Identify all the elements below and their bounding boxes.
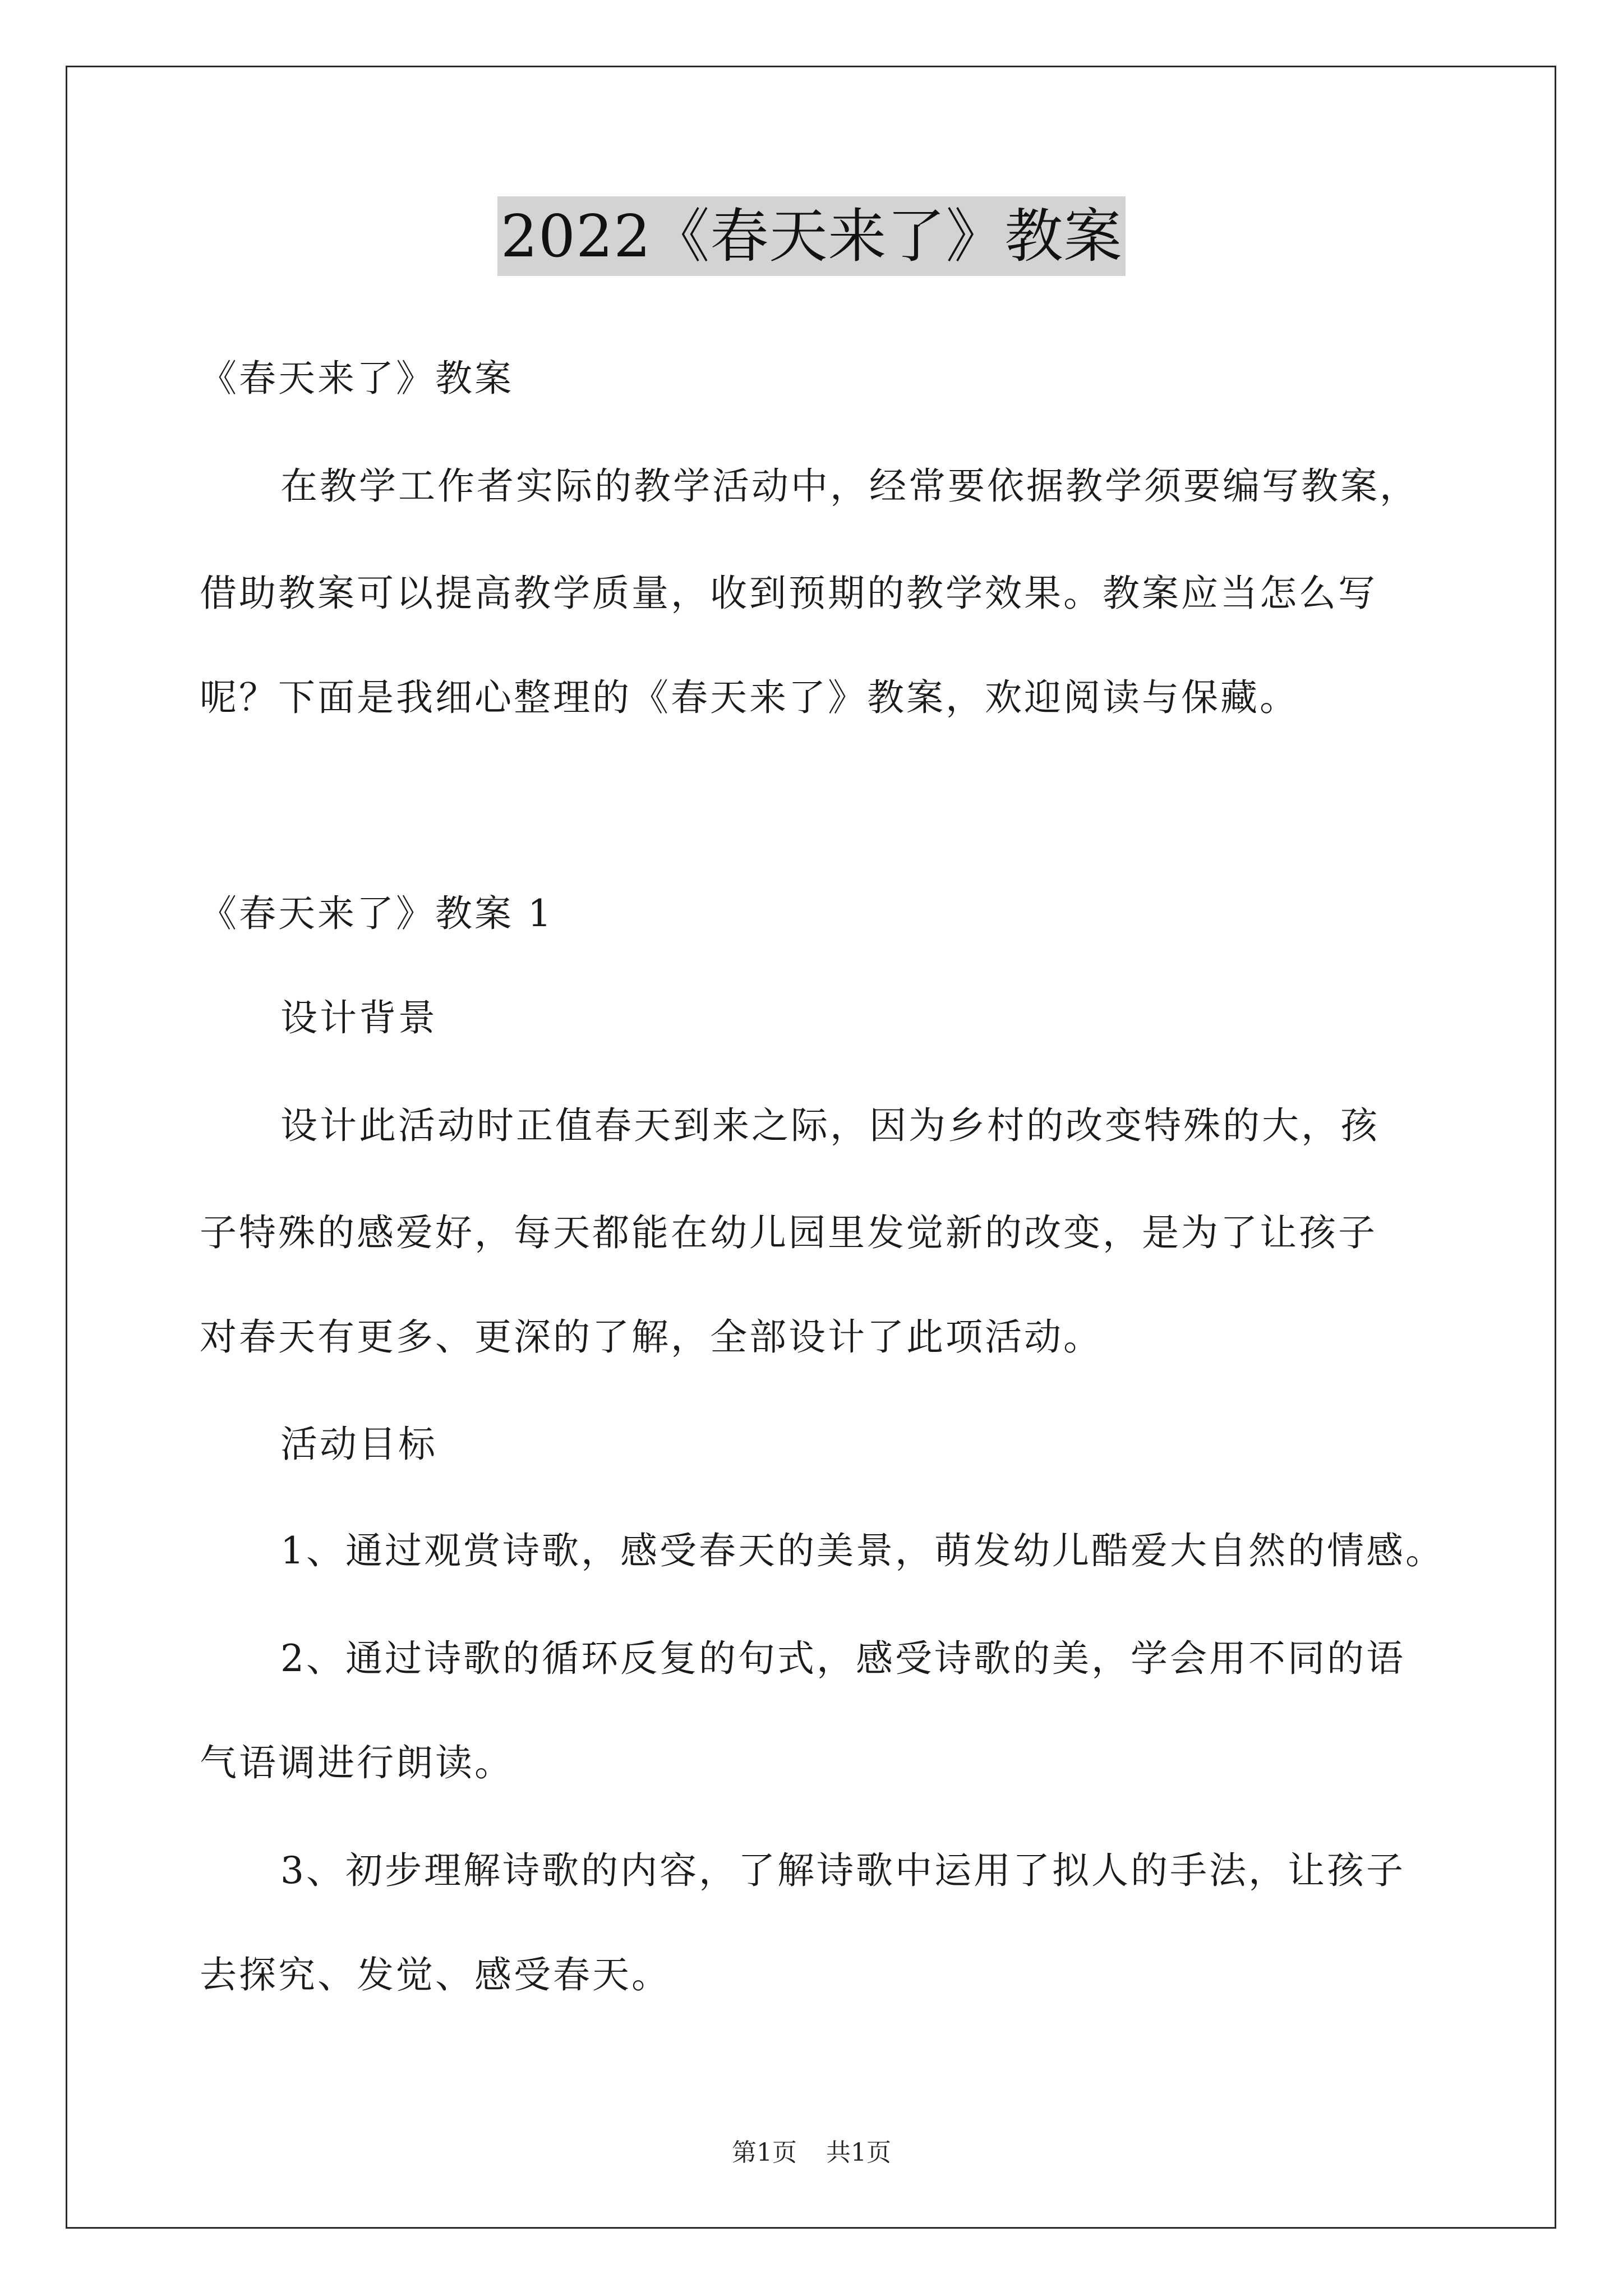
paragraph-line: 子特殊的感爱好，每天都能在幼儿园里发觉新的改变，是为了让孩子 [200,1211,1377,1254]
title-wrapper [0,196,1623,276]
paragraph-line: 在教学工作者实际的教学活动中，经常要依据教学须要编写教案， [280,464,1419,508]
document-title: 2022《春天来了》教案 [497,196,1126,276]
goal-item-2-continued: 气语调进行朗读。 [200,1741,514,1784]
section-heading: 《春天来了》教案 1 [200,892,554,935]
goal-item-1: 1、通过观赏诗歌，感受春天的美景，萌发幼儿酷爱大自然的情感。 [280,1529,1445,1572]
page-number: 第1页 [732,2138,797,2167]
paragraph-line: 呢？下面是我细心整理的《春天来了》教案，欢迎阅读与保藏。 [200,676,1299,719]
goal-item-2: 2、通过诗歌的循环反复的句式，感受诗歌的美，学会用不同的语 [280,1637,1405,1680]
subheading-design-background: 设计背景 [280,996,437,1039]
paragraph-line: 借助教案可以提高教学质量，收到预期的教学效果。教案应当怎么写 [200,572,1377,615]
goal-item-3-continued: 去探究、发觉、感受春天。 [200,1953,671,1996]
subtitle-line: 《春天来了》教案 [200,357,514,400]
goal-item-3: 3、初步理解诗歌的内容，了解诗歌中运用了拟人的手法，让孩子 [280,1849,1405,1892]
paragraph-line: 对春天有更多、更深的了解，全部设计了此项活动。 [200,1315,1103,1359]
page-total: 共1页 [826,2138,891,2167]
subheading-activity-goals: 活动目标 [280,1423,437,1466]
paragraph-line: 设计此活动时正值春天到来之际，因为乡村的改变特殊的大，孩 [280,1104,1380,1147]
page-footer [0,2136,1623,2170]
